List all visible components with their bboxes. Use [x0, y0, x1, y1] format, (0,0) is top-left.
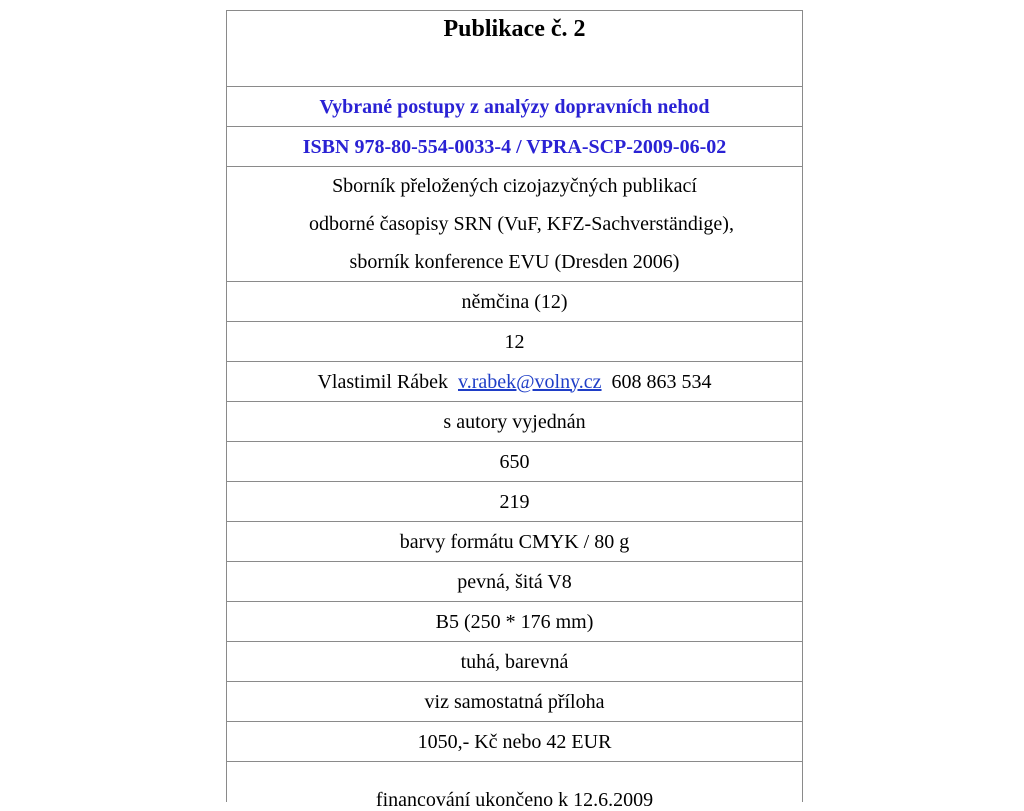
publication-title: Publikace č. 2: [443, 16, 586, 42]
count-value: 12: [504, 330, 525, 353]
cover-value: tuhá, barevná: [460, 650, 569, 673]
publication-name: Vybrané postupy z analýzy dopravních nehod: [319, 95, 710, 118]
financing-value: financování ukončeno k 12.6.2009: [375, 789, 654, 811]
count-row: [227, 322, 802, 362]
contact-email-link[interactable]: v.rabek@volny.cz: [458, 370, 602, 393]
financing-row: [227, 762, 802, 811]
format-row: [227, 602, 802, 642]
publication-isbn: ISBN 978-80-554-0033-4 / VPRA-SCP-2009-06-02: [302, 135, 727, 158]
publication-table: [226, 10, 803, 811]
format-value: B5 (250 * 176 mm): [435, 610, 594, 633]
publication-name-row: [227, 87, 802, 127]
contact-phone: 608 863 534: [611, 370, 712, 393]
language-value: němčina (12): [461, 290, 568, 313]
description-row: [227, 167, 802, 282]
isbn-row: [227, 127, 802, 167]
contact-row: [227, 362, 802, 402]
description-line-2: odborné časopisy SRN (VuF, KFZ-Sachverständige),: [309, 212, 734, 235]
price-value: 1050,- Kč nebo 42 EUR: [417, 730, 612, 753]
description-line-3: sborník konference EVU (Dresden 2006): [349, 250, 680, 273]
copies-value: 650: [499, 450, 530, 473]
authors-row: [227, 402, 802, 442]
pages-value: 219: [499, 490, 530, 513]
binding-row: [227, 562, 802, 602]
attachment-value: viz samostatná příloha: [424, 690, 605, 713]
colors-row: [227, 522, 802, 562]
pages-row: [227, 482, 802, 522]
contact-name: Vlastimil Rábek: [317, 370, 448, 393]
copies-row: [227, 442, 802, 482]
attachment-row: [227, 682, 802, 722]
cover-row: [227, 642, 802, 682]
language-row: [227, 282, 802, 322]
price-row: [227, 722, 802, 762]
description-line-1: Sborník přeložených cizojazyčných publikací: [332, 174, 697, 197]
title-row: [227, 11, 802, 87]
colors-value: barvy formátu CMYK / 80 g: [399, 530, 630, 553]
authors-value: s autory vyjednán: [443, 410, 586, 433]
binding-value: pevná, šitá V8: [457, 570, 572, 593]
